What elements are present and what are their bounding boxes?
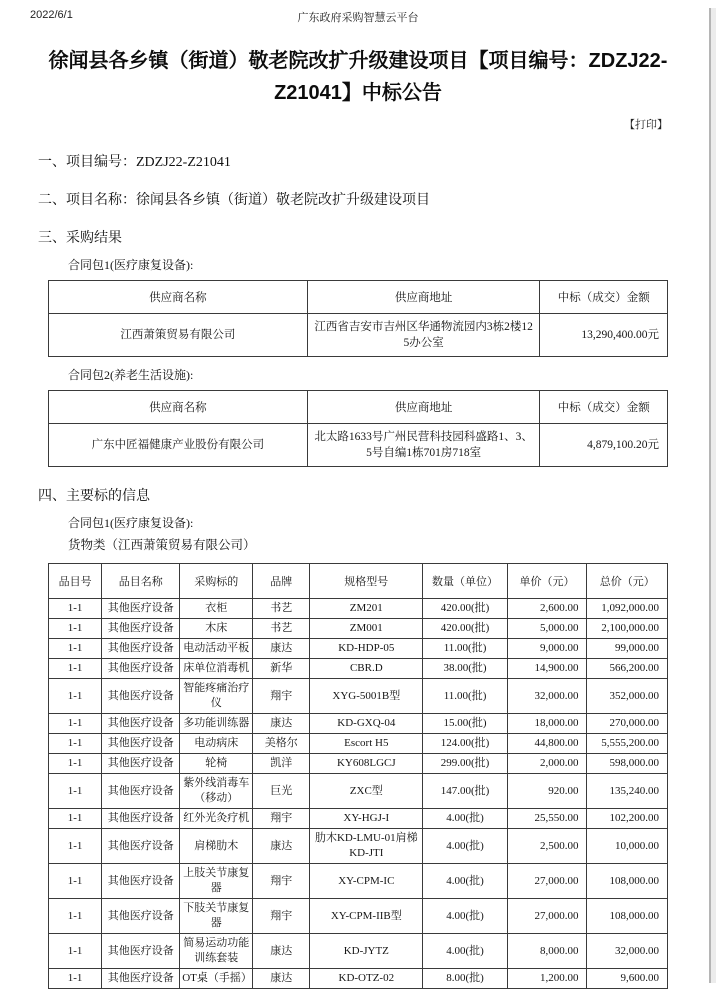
table-cell: 其他医疗设备: [102, 639, 180, 659]
column-header: 中标（成交）金额: [540, 281, 668, 314]
table-row: [49, 774, 668, 809]
table-cell: 1-1: [49, 809, 102, 829]
table-cell: KD-HDP-05: [310, 639, 423, 659]
table-cell: 其他医疗设备: [102, 829, 180, 864]
table-cell: 32,000.00: [507, 679, 587, 714]
table-cell: 书艺: [253, 599, 310, 619]
table-cell: 5,000.00: [507, 619, 587, 639]
table-cell: 598,000.00: [587, 754, 668, 774]
table-cell: 4.00(批): [423, 864, 507, 899]
table-row: [49, 864, 668, 899]
table-cell: 1-1: [49, 754, 102, 774]
column-header: 供应商地址: [307, 281, 540, 314]
table-cell: XY-HGJ-I: [310, 809, 423, 829]
main-bid-package-label: 合同包1(医疗康复设备):: [68, 516, 194, 530]
table-cell: 8,000.00: [507, 934, 587, 969]
table-cell: 其他医疗设备: [102, 734, 180, 754]
table-row: [49, 734, 668, 754]
table-cell: 其他医疗设备: [102, 754, 180, 774]
column-header: 规格型号: [310, 564, 423, 599]
table-cell: 44,800.00: [507, 734, 587, 754]
table-cell: 352,000.00: [587, 679, 668, 714]
table-cell: 1-1: [49, 639, 102, 659]
table-cell: 27,000.00: [507, 864, 587, 899]
column-header: 数量（单位）: [423, 564, 507, 599]
table-cell: KY608LGCJ: [310, 754, 423, 774]
table-cell: 4.00(批): [423, 829, 507, 864]
table-cell: 920.00: [507, 774, 587, 809]
table-cell: 1-1: [49, 864, 102, 899]
table-row: [49, 714, 668, 734]
table-cell: 其他医疗设备: [102, 599, 180, 619]
column-header: 供应商地址: [307, 391, 540, 424]
platform-name: 广东政府采购智慧云平台: [297, 12, 419, 24]
table-cell: 紫外线消毒车（移动）: [180, 774, 253, 809]
table-cell: 其他医疗设备: [102, 809, 180, 829]
table-cell: 其他医疗设备: [102, 659, 180, 679]
table-row: [49, 899, 668, 934]
table-cell: 420.00(批): [423, 619, 507, 639]
table-cell: 1-1: [49, 934, 102, 969]
table-cell: 299.00(批): [423, 754, 507, 774]
table-cell: XY-CPM-IC: [310, 864, 423, 899]
table-cell: 9,000.00: [507, 639, 587, 659]
table-cell: 书艺: [253, 619, 310, 639]
table-cell: 15.00(批): [423, 714, 507, 734]
table-cell: 25,550.00: [507, 809, 587, 829]
table-cell: 康达: [253, 969, 310, 989]
table-cell: 1-1: [49, 899, 102, 934]
table-row: [49, 619, 668, 639]
table-cell: 其他医疗设备: [102, 934, 180, 969]
table-cell: 4.00(批): [423, 934, 507, 969]
table-cell: ZM201: [310, 599, 423, 619]
table-cell: 下肢关节康复器: [180, 899, 253, 934]
package2-label: 合同包2(养老生活设施):: [68, 368, 194, 382]
column-header: 总价（元）: [587, 564, 668, 599]
items-table-header-row: [49, 564, 668, 599]
table-cell: OT桌（手摇）: [180, 969, 253, 989]
table-cell: 江西萧策贸易有限公司: [49, 314, 308, 357]
table-cell: 566,200.00: [587, 659, 668, 679]
table-cell: 新华: [253, 659, 310, 679]
table-cell: CBR.D: [310, 659, 423, 679]
table-row: [49, 314, 668, 357]
column-header: 品牌: [253, 564, 310, 599]
table-cell: 1-1: [49, 774, 102, 809]
table-cell: 18,000.00: [507, 714, 587, 734]
column-header: 单价（元）: [507, 564, 587, 599]
section-main-bid-info: 四、主要标的信息: [38, 489, 150, 504]
table-cell: 其他医疗设备: [102, 969, 180, 989]
table-cell: 北太路1633号广州民营科技园科盛路1、3、5号自编1栋701房718室: [307, 424, 540, 467]
table-cell: 智能疼痛治疗仪: [180, 679, 253, 714]
table-cell: 14,900.00: [507, 659, 587, 679]
table-row: [49, 809, 668, 829]
table-cell: 10,000.00: [587, 829, 668, 864]
print-button-row: [38, 116, 668, 132]
table-cell: 江西省吉安市吉州区华通物流园内3栋2楼125办公室: [307, 314, 540, 357]
column-header: 供应商名称: [49, 281, 308, 314]
table-cell: 木床: [180, 619, 253, 639]
table-cell: 99,000.00: [587, 639, 668, 659]
table-cell: 床单位消毒机: [180, 659, 253, 679]
table-cell: 1-1: [49, 714, 102, 734]
table-cell: 420.00(批): [423, 599, 507, 619]
table-cell: 11.00(批): [423, 639, 507, 659]
table-row: [49, 659, 668, 679]
section-project-name: 二、项目名称：徐闻县各乡镇（街道）敬老院改扩升级建设项目: [38, 193, 430, 208]
table-cell: 27,000.00: [507, 899, 587, 934]
supplier-table-package2: [48, 390, 668, 467]
table-cell: 肋木KD-LMU-01肩梯KD-JTI: [310, 829, 423, 864]
table-row: [49, 969, 668, 989]
table-cell: 1-1: [49, 679, 102, 714]
column-header: 品目名称: [102, 564, 180, 599]
table-cell: 康达: [253, 934, 310, 969]
table-cell: KD-OTZ-02: [310, 969, 423, 989]
table-cell: ZM001: [310, 619, 423, 639]
table-cell: 其他医疗设备: [102, 714, 180, 734]
supplier-table-header-row: [49, 281, 668, 314]
section-procurement-result: 三、采购结果: [38, 231, 122, 246]
table-cell: 广东中匠福健康产业股份有限公司: [49, 424, 308, 467]
table-cell: 2,600.00: [507, 599, 587, 619]
table-cell: 电动病床: [180, 734, 253, 754]
table-cell: 32,000.00: [587, 934, 668, 969]
table-cell: 1-1: [49, 969, 102, 989]
table-cell: ZXC型: [310, 774, 423, 809]
table-cell: 1-1: [49, 829, 102, 864]
table-cell: 其他医疗设备: [102, 679, 180, 714]
bid-items-table: [48, 563, 668, 989]
table-cell: 1-1: [49, 734, 102, 754]
table-cell: 1-1: [49, 619, 102, 639]
table-cell: 红外光灸疗机: [180, 809, 253, 829]
table-cell: Escort H5: [310, 734, 423, 754]
table-cell: 2,100,000.00: [587, 619, 668, 639]
column-header: 采购标的: [180, 564, 253, 599]
table-cell: 翔宇: [253, 679, 310, 714]
table-cell: 2,000.00: [507, 754, 587, 774]
table-cell: 巨光: [253, 774, 310, 809]
table-cell: 康达: [253, 714, 310, 734]
table-cell: 4.00(批): [423, 809, 507, 829]
browser-print-header: [0, 8, 716, 24]
table-cell: 简易运动功能训练套装: [180, 934, 253, 969]
package1-label: 合同包1(医疗康复设备):: [68, 258, 194, 272]
table-cell: 1,200.00: [507, 969, 587, 989]
table-cell: 147.00(批): [423, 774, 507, 809]
table-cell: 上肢关节康复器: [180, 864, 253, 899]
column-header: 品目号: [49, 564, 102, 599]
announcement-body: [38, 154, 668, 989]
goods-category-label: 货物类（江西萧策贸易有限公司）: [68, 538, 256, 552]
supplier-table-header-row: [49, 391, 668, 424]
table-row: [49, 599, 668, 619]
table-cell: 其他医疗设备: [102, 899, 180, 934]
table-row: [49, 639, 668, 659]
print-button[interactable]: 【打印】: [624, 119, 668, 131]
table-cell: 5,555,200.00: [587, 734, 668, 754]
table-cell: 电动活动平板: [180, 639, 253, 659]
table-cell: 1-1: [49, 599, 102, 619]
table-cell: 其他医疗设备: [102, 864, 180, 899]
table-cell: 13,290,400.00元: [540, 314, 668, 357]
table-row: [49, 934, 668, 969]
table-cell: KD-JYTZ: [310, 934, 423, 969]
supplier-table-package1: [48, 280, 668, 357]
table-row: [49, 754, 668, 774]
table-cell: 2,500.00: [507, 829, 587, 864]
table-cell: 1-1: [49, 659, 102, 679]
table-cell: 8.00(批): [423, 969, 507, 989]
table-cell: 其他医疗设备: [102, 619, 180, 639]
table-cell: 4.00(批): [423, 899, 507, 934]
table-cell: 11.00(批): [423, 679, 507, 714]
table-cell: 38.00(批): [423, 659, 507, 679]
table-cell: 凯洋: [253, 754, 310, 774]
page-title: 徐闻县各乡镇（街道）敬老院改扩升级建设项目【项目编号：ZDZJ22-Z21041】中标公告: [48, 50, 668, 104]
table-cell: 翔宇: [253, 899, 310, 934]
table-cell: 其他医疗设备: [102, 774, 180, 809]
column-header: 中标（成交）金额: [540, 391, 668, 424]
table-cell: 102,200.00: [587, 809, 668, 829]
table-cell: 翔宇: [253, 809, 310, 829]
table-cell: 9,600.00: [587, 969, 668, 989]
table-cell: KD-GXQ-04: [310, 714, 423, 734]
print-date: 2022/6/1: [30, 9, 73, 21]
table-cell: XYG-5001B型: [310, 679, 423, 714]
page-edge-strip: [711, 8, 716, 983]
column-header: 供应商名称: [49, 391, 308, 424]
table-cell: 康达: [253, 829, 310, 864]
table-row: [49, 424, 668, 467]
table-cell: 1,092,000.00: [587, 599, 668, 619]
table-cell: 108,000.00: [587, 864, 668, 899]
table-cell: 4,879,100.20元: [540, 424, 668, 467]
table-cell: 270,000.00: [587, 714, 668, 734]
table-cell: 康达: [253, 639, 310, 659]
table-cell: 多功能训练器: [180, 714, 253, 734]
section-project-number: 一、项目编号：ZDZJ22-Z21041: [38, 155, 231, 170]
table-cell: 翔宇: [253, 864, 310, 899]
table-cell: 轮椅: [180, 754, 253, 774]
table-row: [49, 829, 668, 864]
table-cell: 肩梯肋木: [180, 829, 253, 864]
table-cell: 124.00(批): [423, 734, 507, 754]
table-cell: 美格尔: [253, 734, 310, 754]
table-cell: 衣柜: [180, 599, 253, 619]
table-row: [49, 679, 668, 714]
table-cell: XY-CPM-IIB型: [310, 899, 423, 934]
table-cell: 108,000.00: [587, 899, 668, 934]
table-cell: 135,240.00: [587, 774, 668, 809]
